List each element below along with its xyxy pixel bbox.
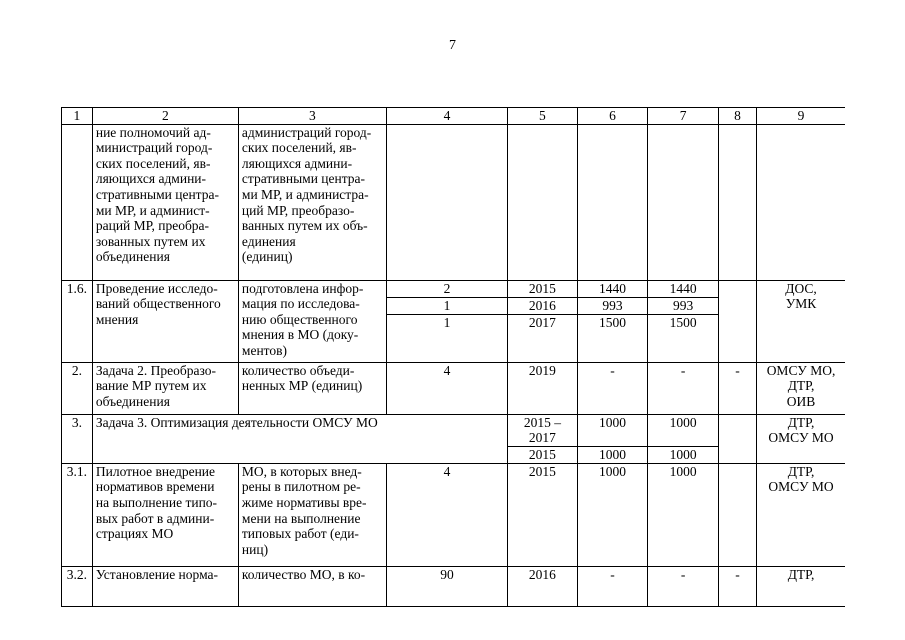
cont-cell-9 <box>757 124 845 280</box>
header-row <box>62 108 846 125</box>
cont-cell-6 <box>577 124 648 280</box>
header-cell-1: 1 <box>62 108 93 125</box>
row-number: 3. <box>62 414 93 463</box>
header-cell-6: 6 <box>577 108 648 125</box>
table-row-1-6 <box>62 280 846 297</box>
value-cell-7: 1500 <box>648 314 719 362</box>
row-description: Установление норма- <box>92 566 238 606</box>
cont-cell-7 <box>648 124 719 280</box>
value-cell-6: 1500 <box>577 314 648 362</box>
header-cell-2: 2 <box>92 108 238 125</box>
cont-description-cell: ние полномочий ад- министраций город- ских поселений, яв- ляющихся админи- стративными центра- ми МР, и админист- раций МР, преобра- зованных путем их объединения <box>92 124 238 280</box>
value-cell-6: 1440 <box>577 280 648 297</box>
value-cell-6: 1000 <box>577 414 648 446</box>
row-indicator: количество МО, в ко- <box>238 566 386 606</box>
cont-cell-8 <box>718 124 756 280</box>
value-cell-7: 1000 <box>648 446 719 463</box>
table-row-continuation <box>62 124 846 280</box>
table-row-3 <box>62 414 846 446</box>
cont-indicator-cell: администраций город- ских поселений, яв- ляющихся админи- стративными центра- ми МР, и администра- ций МР, преобразо- ванных путем их объ- единения (единиц) <box>238 124 386 280</box>
responsible-cell: ДТР, <box>757 566 845 606</box>
row-description: Задача 2. Преобразо- вание МР путем их объединения <box>92 362 238 414</box>
value-cell-8: - <box>718 566 756 606</box>
row-description: Пилотное внедрение нормативов времени на выполнение типо- вых работ в админи- страциях МО <box>92 463 238 566</box>
row-number: 3.2. <box>62 566 93 606</box>
header-cell-4: 4 <box>386 108 507 125</box>
value-cell-6: 1000 <box>577 446 648 463</box>
value-cell-4: 2 <box>386 280 507 297</box>
header-cell-5: 5 <box>508 108 578 125</box>
header-cell-3: 3 <box>238 108 386 125</box>
value-cell-4: 4 <box>386 362 507 414</box>
value-cell-8 <box>718 414 756 463</box>
responsible-cell: ДОС, УМК <box>757 280 845 362</box>
responsible-cell: ДТР, ОМСУ МО <box>757 463 845 566</box>
year-cell: 2015 <box>508 280 578 297</box>
header-cell-7: 7 <box>648 108 719 125</box>
value-cell-7: - <box>648 362 719 414</box>
header-cell-9: 9 <box>757 108 845 125</box>
value-cell-7: 1440 <box>648 280 719 297</box>
year-cell: 2015 – 2017 <box>508 414 578 446</box>
value-cell-4: 90 <box>386 566 507 606</box>
value-cell-7: 1000 <box>648 414 719 446</box>
value-cell-6: 1000 <box>577 463 648 566</box>
value-cell-8 <box>718 280 756 362</box>
value-cell-6: - <box>577 362 648 414</box>
responsible-cell: ДТР, ОМСУ МО <box>757 414 845 463</box>
value-cell-7: 1000 <box>648 463 719 566</box>
row-number: 1.6. <box>62 280 93 362</box>
value-cell-4: 1 <box>386 297 507 314</box>
value-cell-4: 4 <box>386 463 507 566</box>
value-cell-6: 993 <box>577 297 648 314</box>
header-cell-8: 8 <box>718 108 756 125</box>
cont-cell-4 <box>386 124 507 280</box>
table-row-2 <box>62 362 846 414</box>
year-cell: 2017 <box>508 314 578 362</box>
value-cell-8: - <box>718 362 756 414</box>
year-cell: 2016 <box>508 297 578 314</box>
table-row-3-2 <box>62 566 846 606</box>
year-cell: 2019 <box>508 362 578 414</box>
year-cell: 2016 <box>508 566 578 606</box>
value-cell-7: 993 <box>648 297 719 314</box>
page-number: 7 <box>449 38 456 53</box>
row-indicator: количество объеди- ненных МР (единиц) <box>238 362 386 414</box>
table-row-3-1 <box>62 463 846 566</box>
responsible-cell: ОМСУ МО, ДТР, ОИВ <box>757 362 845 414</box>
row-description: Проведение исследо- ваний общественного мнения <box>92 280 238 362</box>
row-indicator: МО, в которых внед- рены в пилотном ре- жиме нормативы вре- мени на выполнение типовых работ (еди- ниц) <box>238 463 386 566</box>
year-cell: 2015 <box>508 463 578 566</box>
value-cell-4: 1 <box>386 314 507 362</box>
cont-num-cell <box>62 124 93 280</box>
year-cell: 2015 <box>508 446 578 463</box>
plan-table <box>61 107 845 607</box>
row-number: 2. <box>62 362 93 414</box>
cont-cell-5 <box>508 124 578 280</box>
value-cell-7: - <box>648 566 719 606</box>
row-indicator: подготовлена инфор- мация по исследова- нию общественного мнения в МО (доку- ментов) <box>238 280 386 362</box>
row-number: 3.1. <box>62 463 93 566</box>
task-title: Задача 3. Оптимизация деятельности ОМСУ МО <box>92 414 507 463</box>
plan-table-container <box>61 107 845 582</box>
value-cell-6: - <box>577 566 648 606</box>
value-cell-8 <box>718 463 756 566</box>
